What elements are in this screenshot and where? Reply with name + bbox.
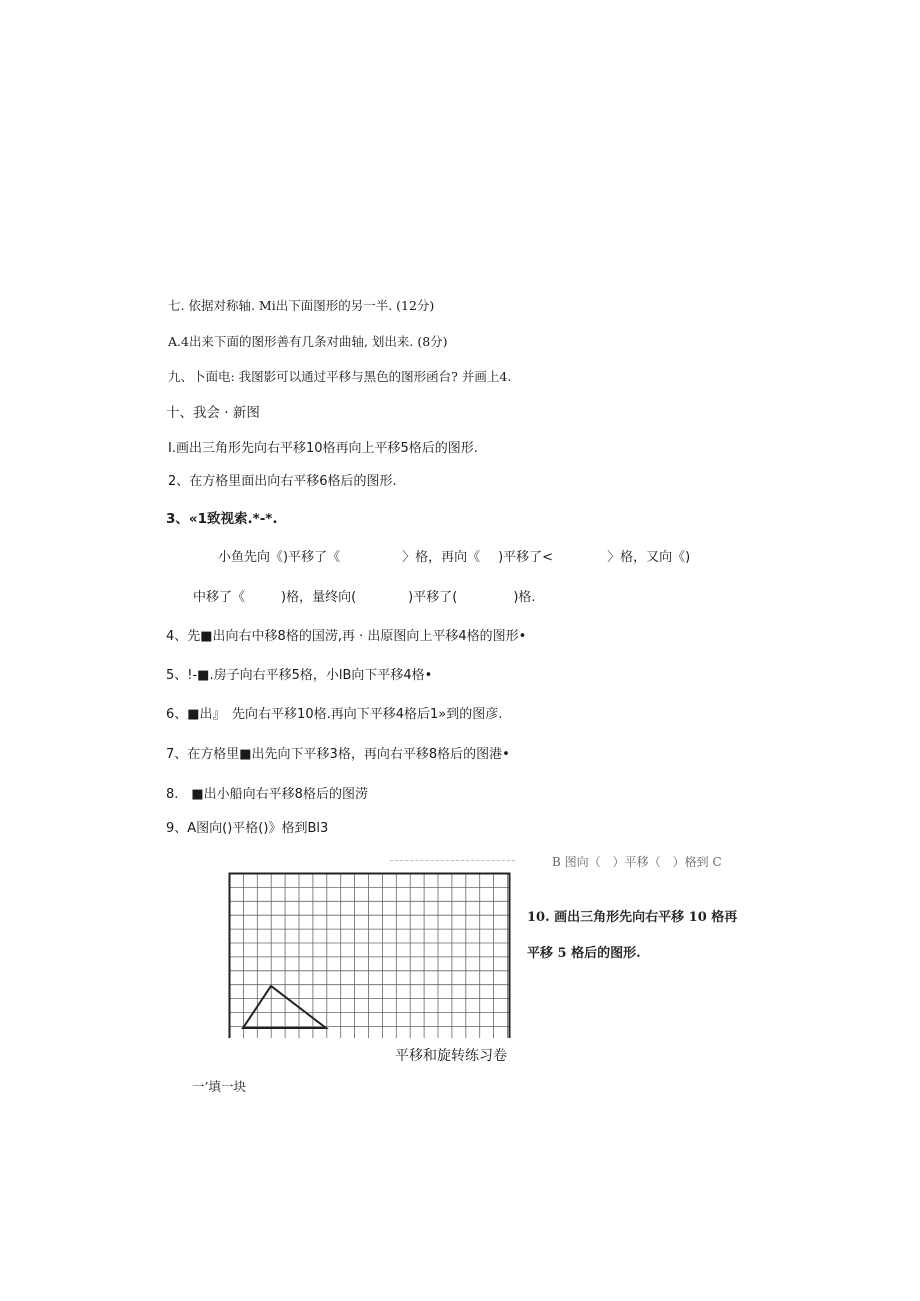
worksheet-caption: 平移和旋转练习卷 — [395, 1048, 507, 1064]
question-9-heading: 九、卜面电: 我图影可以通过平移与黑色的图形函台? 并画上4. — [168, 369, 512, 384]
line2-part3: )平移了( — [408, 590, 458, 605]
side-question-b-to-c: B 图向（ ）平移（ ）格到 C — [552, 855, 722, 869]
question-7: 七. 依据对称轴. Mi出下面图形的另一半. (12分) — [168, 298, 435, 313]
line1-part1: 小鱼先向《)平移了《 — [218, 550, 341, 565]
triangle-shape — [243, 986, 326, 1028]
line1-part2: 〉格，再向《 — [402, 550, 481, 565]
item-3-line-1 — [218, 550, 690, 566]
side-item-10-line-2: 平移 5 格后的图形. — [527, 946, 641, 961]
line1-part3: )平移了< — [498, 550, 554, 565]
item-7: 7、在方格里■出先向下平移3格，再向右平移8格后的图港• — [166, 747, 510, 762]
item-8: 8. ■出小船向右平移8格后的图涝 — [166, 787, 368, 802]
item-3-line-2 — [193, 590, 536, 606]
line2-part2: )格，量终向( — [281, 590, 357, 605]
item-5: 5、!-■.房子向右平移5格，小lB向下平移4格• — [166, 668, 433, 683]
line1-part4: 〉格，又向《) — [607, 550, 691, 565]
item-6: 6、■出』 先向右平移10格.再向下平移4格后1»到的图彦. — [166, 707, 503, 722]
square-grid-figure — [228, 870, 512, 1038]
item-3: 3、«1致视索.*-*. — [166, 511, 278, 527]
section-1-heading: 一’填一块 — [192, 1079, 246, 1094]
line2-part4: )格. — [513, 590, 536, 605]
item-9: 9、A图向()平格()》格到Bl3 — [166, 821, 329, 836]
item-4: 4、先■出向右中移8格的国涝,再 · 出原图向上平移4格的图形• — [166, 629, 527, 644]
section-10-heading: 十、我会 · 新图 — [166, 405, 260, 421]
line2-part1: 中移了《 — [193, 590, 246, 605]
question-8: A.4出来下面的图形善有几条对曲轴, 划出来. (8分) — [168, 334, 448, 349]
side-item-10-line-1: 10. 画出三角形先向右平移 10 格再 — [527, 910, 738, 925]
grid-svg — [228, 870, 512, 1038]
item-1: I.画出三角形先向右平移10格再向上平移5格后的图形. — [168, 441, 478, 456]
item-2: 2、在方格里面出向右平移6格后的图形. — [168, 474, 397, 489]
dashed-rule — [390, 860, 515, 861]
grid-lines — [230, 874, 510, 1039]
